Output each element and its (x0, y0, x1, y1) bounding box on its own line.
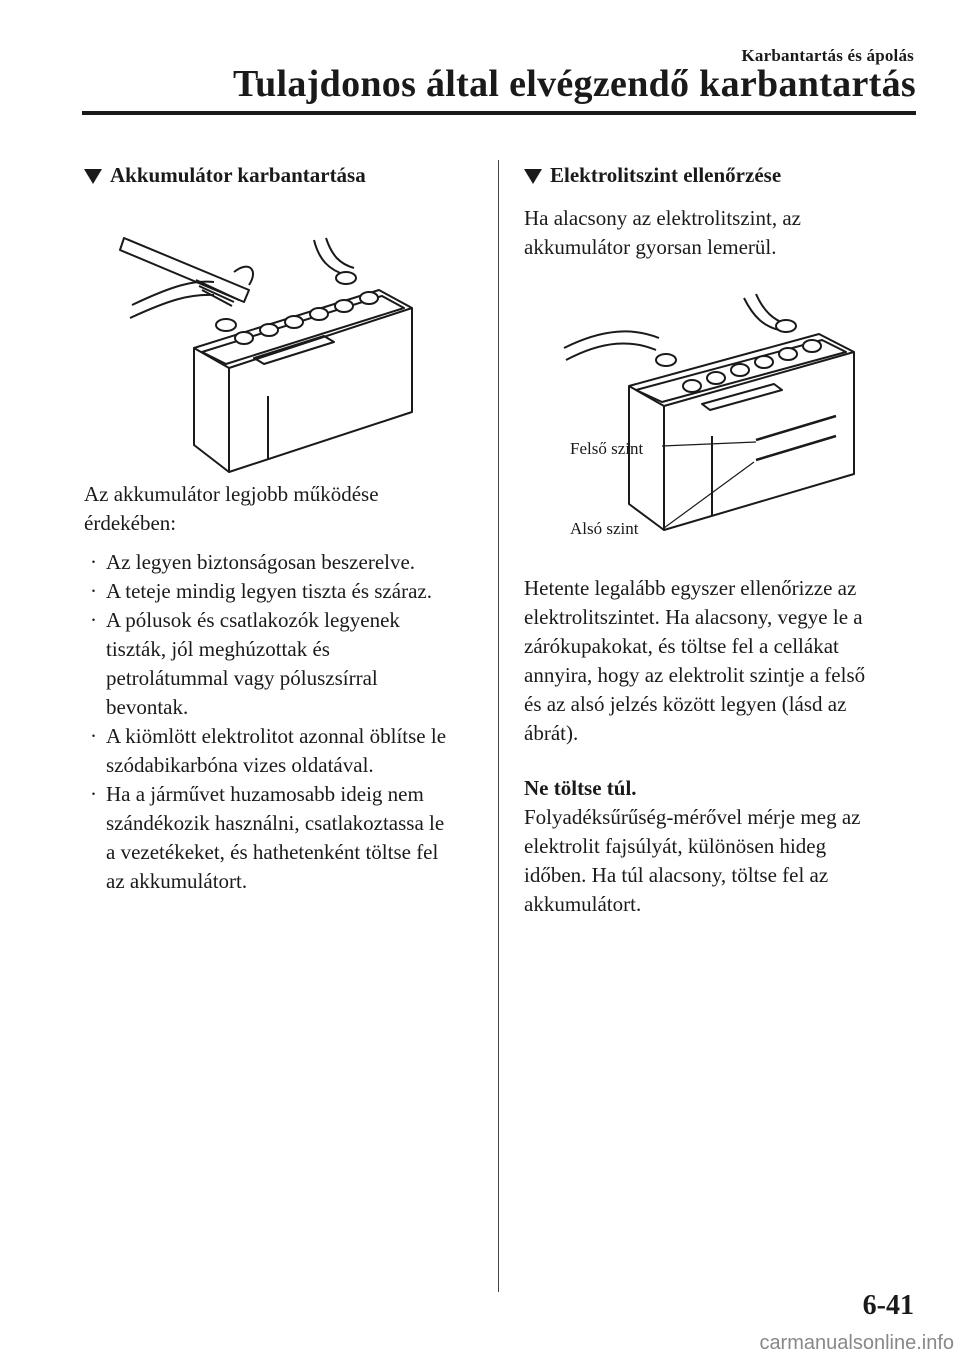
column-divider (498, 160, 499, 1292)
maintenance-bullets (84, 548, 479, 896)
triangle-bullet-icon (524, 169, 542, 184)
electrolyte-level-illustration (524, 268, 924, 568)
intro-line-1: Az akkumulátor legjobb működése (84, 482, 379, 506)
page-title: Tulajdonos által elvégzendő karbantartás (232, 63, 916, 105)
paragraph-line: ábrát). (524, 721, 579, 745)
paragraph-line: elektrolit fajsúlyát, különösen hideg (524, 834, 827, 858)
triangle-bullet-icon (84, 169, 102, 184)
heading-text: Akkumulátor karbantartása (110, 162, 366, 187)
paragraph-line: elektrolitszintet. Ha alacsony, vegye le a (524, 605, 863, 629)
paragraph-line: időben. Ha túl alacsony, töltse fel az (524, 863, 829, 887)
intro-line-2: érdekében: (84, 511, 177, 535)
battery-maintenance-heading (84, 160, 479, 190)
right-intro-line-1: Ha alacsony az elektrolitszint, az (524, 206, 801, 230)
right-intro-line-2: akkumulátor gyorsan lemerül. (524, 235, 777, 259)
list-item: · A kiömlött elektrolitot azonnal öblítse le szódabikarbóna vizes oldatával. (90, 724, 447, 777)
paragraph-line: annyira, hogy az elektrolit szintje a felső (524, 663, 866, 687)
battery-cleaning-illustration (84, 190, 479, 480)
right-column (524, 160, 924, 919)
page-number: 6-41 (862, 1290, 914, 1321)
watermark: carmanualsonline.info (759, 1332, 954, 1354)
list-item: · A pólusok és csatlakozók legyenek tiszták, jól meghúzottak és petrolátummal vagy póluszsírral bevontak. (90, 608, 400, 719)
section-header: Karbantartás és ápolás (741, 46, 914, 65)
header-rule (82, 111, 916, 115)
paragraph-line: zárókupakokat, és töltse fel a cellákat (524, 634, 839, 658)
lower-level-label: Alsó szint (570, 519, 639, 538)
paragraph-line: és az alsó jelzés között legyen (lásd az (524, 692, 847, 716)
electrolyte-check-heading (524, 160, 924, 190)
upper-level-label: Felső szint (570, 439, 644, 458)
list-item: · Az legyen biztonságosan beszerelve. (90, 550, 416, 574)
paragraph-line: Folyadéksűrűség-mérővel mérje meg az (524, 805, 861, 829)
left-column (84, 160, 479, 896)
list-item: · Ha a járművet huzamosabb ideig nem szándékozik használni, csatlakoztassa le a vezetékeket, és hathetenként töltse fel az akkumulátort. (90, 782, 445, 893)
heading-text: Elektrolitszint ellenőrzése (550, 162, 782, 187)
warning-title: Ne töltse túl. (524, 776, 637, 800)
paragraph-line: akkumulátort. (524, 892, 642, 916)
paragraph-line: Hetente legalább egyszer ellenőrizze az (524, 576, 857, 600)
check-instructions (524, 574, 924, 748)
list-item: · A teteje mindig legyen tiszta és száraz. (90, 579, 432, 603)
